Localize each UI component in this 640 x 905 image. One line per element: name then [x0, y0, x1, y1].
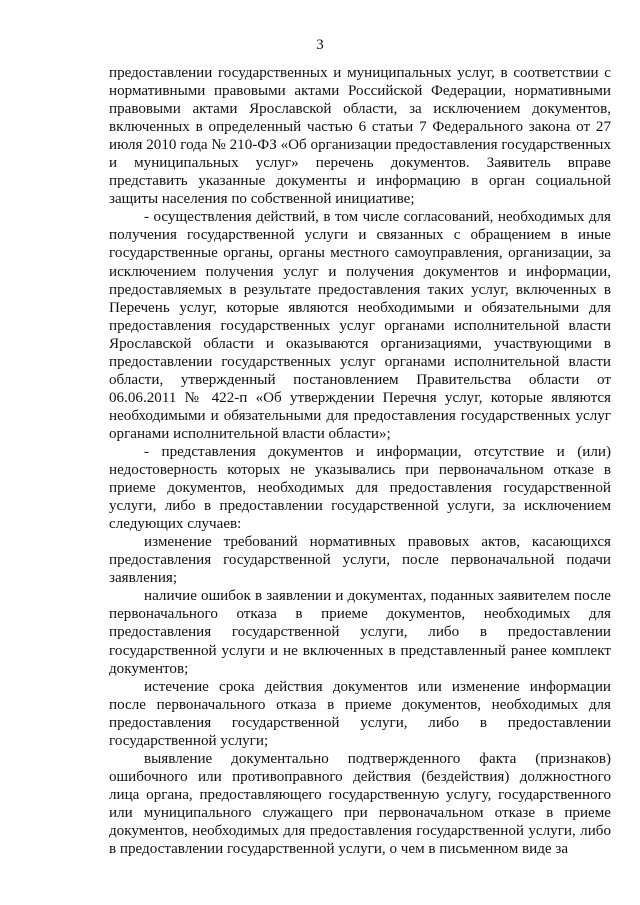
paragraph-actions-item: - осуществления действий, в том числе согласований, необходимых для получения государственной услуги и связанных с обращением в иные государственные органы, органы местного самоуправления, организации, за исключением получения услуг и получения документов и информации, предоставляемых в результате предоставления таких услуг, включенных в Перечень услуг, которые являются необходимыми и обязательными для предоставления государственных услуг органами исполнительной власти Ярославской области и оказываются организациями, участвующими в предоставлении государственных услуг органами исполнительной власти области, утвержденный постановлением Правительства области от 06.06.2011 № 422-п «Об утверждении Перечня услуг, которые являются необходимыми и обязательными для предоставления государственных услуг органами исполнительной власти области»; [109, 209, 611, 442]
paragraph-exception-2: наличие ошибок в заявлении и документах, поданных заявителем после первоначального отказа в приеме документов, необходимых для предоставления государственной услуги, либо в предоставлении государственной услуги и не включенных в представленный ранее комплект документов; [109, 588, 611, 677]
paragraph-continuation: предоставлении государственных и муниципальных услуг, в соответствии с нормативными правовыми актами Российской Федерации, нормативными правовыми актами Ярославской области, за исключением документов, включенных в определенный частью 6 статьи 7 Федерального закона от 27 июля 2010 года № 210-ФЗ «Об организации предоставления государственных и муниципальных услуг» перечень документов. Заявитель вправе представить указанные документы и информацию в орган социальной защиты населения по собственной инициативе; [109, 65, 611, 208]
paragraph-exception-4: выявление документально подтвержденного факта (признаков) ошибочного или противоправного действия (бездействия) должностного лица органа, предоставляющего государственную услугу, государственного или муниципального служащего при первоначальном отказе в приеме документов, необходимых для предоставления государственной услуги, либо в предоставлении государственной услуги, о чем в письменном виде за [109, 750, 611, 858]
paragraph-exception-3: истечение срока действия документов или изменение информации после первоначального отказа в приеме документов, необходимых для предоставления государственной услуги, либо в предоставлении государственной услуги; [109, 678, 611, 749]
page-number: 3 [316, 37, 324, 53]
document-body [109, 64, 611, 858]
paragraph-documents-item: - представления документов и информации, отсутствие и (или) недостоверность которых не указывались при первоначальном отказе в приеме документов, необходимых для предоставления государственной услуги, либо в предоставлении государственной услуги, за исключением следующих случаев: [109, 443, 611, 533]
paragraph-exception-1: изменение требований нормативных правовых актов, касающихся предоставления государственной услуги, после первоначальной подачи заявления; [109, 534, 611, 587]
